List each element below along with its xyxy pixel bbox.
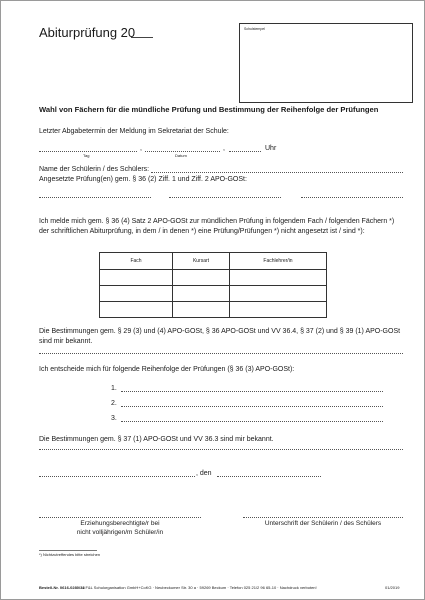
regulations-text-3: Die Bestimmungen gem. § 37 (1) APO-GOSt und VV 36.3 sind mir bekannt. [39,436,274,443]
exams-label: Angesetzte Prüfung(en) gem. § 36 (2) Ziff. 1 und Ziff. 2 APO-GOSt: [39,176,247,183]
subjects-table [99,252,327,318]
time-unit: Uhr [265,145,277,152]
cell-kursart[interactable] [173,270,230,286]
regulations-text-1: Die Bestimmungen gem. § 29 (3) und (4) APO-GOSt, § 36 APO-GOSt und VV 36.4, § 37 (2) und § 39 (1) APO-GOSt [39,328,401,335]
datum-label: Datum [175,153,187,158]
stamp-label: Schulstempel [244,27,266,31]
deadline-day-field[interactable] [39,151,137,152]
header-fachlehrer: Fachlehrer/in [230,253,327,270]
header-fach: Fach [100,253,173,270]
school-stamp-box [239,23,413,103]
deadline-sep-2: , [223,145,225,152]
student-signature-field[interactable] [243,517,403,518]
order-item-2: 2. [111,400,117,407]
exam-field-1[interactable] [39,197,151,198]
table-row [100,302,327,318]
exam-field-2[interactable] [169,197,281,198]
cell-fachlehrer[interactable] [230,286,327,302]
footer-order-number: Bestell-Nr. 0616-0280/38 [39,585,85,590]
footnote: *) Nichtzutreffendes bitte streichen [39,552,101,557]
separator-line [39,353,403,354]
deadline-label: Letzter Abgabetermin der Meldung im Sekretariat der Schule: [39,128,229,135]
table-row [100,270,327,286]
footer-publisher: • F&L Schulorganisation GmbH+CoKG · Neubeckumer Str. 30 a · 59269 Beckum · Telefon 025 21/2 96 65-10 · Nachdruck verboten! [83,585,317,590]
separator-line-2 [39,449,403,450]
footer-edition: 01/2019 [385,585,400,590]
regulations-text-2: sind mir bekannt. [39,338,93,345]
place-date-sep: , den [196,470,212,477]
guardian-signature-field[interactable] [39,517,201,518]
tag-label: Tag [83,153,90,158]
registration-text-2: der schriftlichen Abiturprüfung, in dem / in denen *) eine Prüfung/Prüfungen *) nicht angesetzt ist / sind *): [39,228,365,235]
table-row [100,286,327,302]
exam-field-3[interactable] [301,197,403,198]
student-signature-label: Unterschrift der Schülerin / des Schülers [264,520,382,527]
cell-fachlehrer[interactable] [230,270,327,286]
order-field-3[interactable] [121,421,383,422]
cell-fach[interactable] [100,302,173,318]
deadline-date-field[interactable] [145,151,220,152]
year-field[interactable] [131,37,153,38]
registration-text-1: Ich melde mich gem. § 36 (4) Satz 2 APO-GOSt zur mündlichen Prüfung in folgendem Fach / folgenden Fächern *) [39,218,395,225]
cell-fach[interactable] [100,286,173,302]
order-item-1: 1. [111,385,117,392]
form-title: Abiturprüfung 20 [39,25,136,40]
footnote-rule [39,550,97,551]
date-field[interactable] [217,476,321,477]
table-header-row [100,253,327,270]
student-name-label: Name der Schülerin / des Schülers: [39,166,150,173]
place-field[interactable] [39,476,195,477]
cell-kursart[interactable] [173,286,230,302]
cell-fach[interactable] [100,270,173,286]
student-name-field[interactable] [151,172,403,173]
deadline-sep: , [140,145,142,152]
cell-kursart[interactable] [173,302,230,318]
order-field-1[interactable] [121,391,383,392]
order-field-2[interactable] [121,406,383,407]
order-label: Ich entscheide mich für folgende Reihenfolge der Prüfungen (§ 36 (3) APO-GOSt): [39,366,295,373]
guardian-signature-label: Erziehungsberechtigte/r bei nicht volljährigen/m Schüler/in [76,520,164,536]
form-heading: Wahl von Fächern für die mündliche Prüfung und Bestimmung der Reihenfolge der Prüfungen [39,105,379,114]
order-item-3: 3. [111,415,117,422]
header-kursart: Kursart [173,253,230,270]
cell-fachlehrer[interactable] [230,302,327,318]
deadline-time-field[interactable] [229,151,261,152]
